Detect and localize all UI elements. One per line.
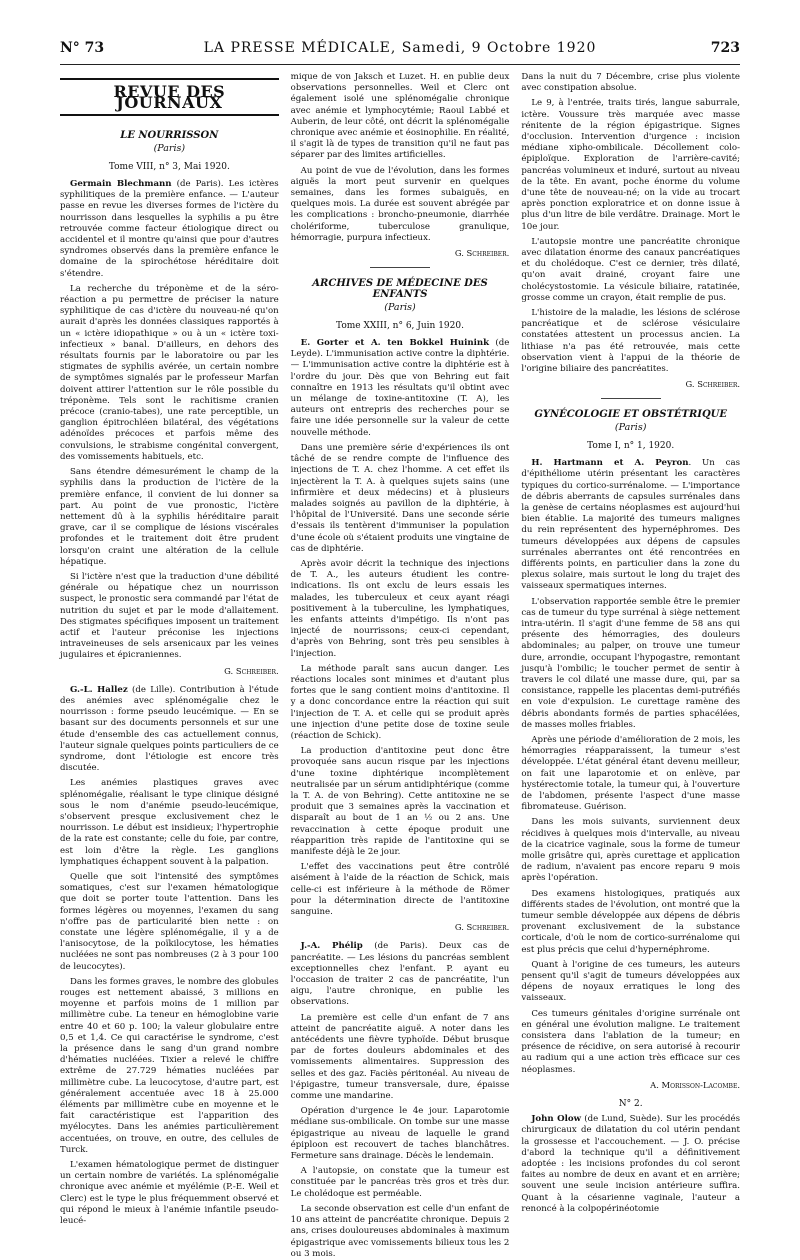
article-lead: John Olow (de Lund, Suède). Sur les procédés chirurgicaux de dilatation du col utérin pendant la grossesse et l'accouchement. — J. O. précise d'abord la technique qu'il a définitivement adoptée : les incisions profondes du col seront faites au nombre de deux en avant et en arrière; souvent une seule incision antérieure suffira. Quant à la césarienne vaginale, l'auteur a renoncé à la colpopérinéotomie: [521, 1114, 741, 1214]
signature: G. Schreiber.: [685, 379, 741, 390]
article-lead: G.-L. Hallez (de Lille). Contribution à l'étude des anémies avec splénomégalie chez le nourrisson : forme pseudo leucémique. — En se basant sur des documents personnels et sur une étude d'ensemble des cas actuellement connus, l'auteur signale quelques points particuliers de ce syndrome, dont l'étiologie est encore très discutée.: [60, 684, 279, 774]
paragraph: Opération d'urgence le 4e jour. Laparotomie médiane sus-ombilicale. On tombe sur une masse épigastrique au niveau de laquelle le grand épiploon est recouvert de taches blanchâtres. Fermeture sans drainage. Décès le lendemain.: [290, 1106, 510, 1162]
paragraph: Au point de vue de l'évolution, dans les formes aiguës la mort peut survenir en quelques semaines, dans les formes subaiguës, en quelques mois. La durée est souvent abrégée par les complications : broncho-pneumonie, diarrhée cholériforme, tuberculose granulique, hémorragie, purpura infectieux.: [290, 165, 510, 243]
page-number: 723: [710, 40, 740, 56]
article-lead: H. Hartmann et A. Peyron. Un cas d'épithéliome utérin présentant les caractères typiques du cortico-surrénalome. — L'importance de débris aberrants de capsules surrénales dans la genèse de certains néoplasmes est aujourd'hui bien établie. La majorité des tumeurs malignes du rein représentent des hypernéphromes. Des tumeurs développées aux dépens de capsules surrénales aberrantes ont été rencontrées en différents points, en particulier dans la zone du plexus solaire, mais surtout le long du trajet des vaisseaux spermatiques internes.: [521, 458, 741, 592]
paragraph: Dans la nuit du 7 Décembre, crise plus violente avec constipation absolue.: [521, 72, 741, 94]
section-title: LE NOURRISSON: [120, 130, 219, 142]
paragraph: A l'autopsie, on constate que la tumeur est constituée par le pancréas très gros et très dur. Le cholédoque est perméable.: [290, 1166, 510, 1199]
article-lead: J.-A. Phélip (de Paris). Deux cas de pancréatite. — Les lésions du pancréas semblent exceptionnelles chez l'enfant. P. ayant eu l'occasion de traiter 2 cas de pancréatite, l'un aigu, l'autre chronique, en publie les observations.: [290, 941, 510, 1008]
issue-line: Tome VIII, n° 3, Mai 1920.: [108, 161, 230, 172]
paragraph: Si l'ictère n'est que la traduction d'une débilité générale ou hépatique chez un nourrisson suspect, le pronostic sera commandé par l'état de nutrition du sujet et par le mode d'allaitement. Des stigmates spécifiques imposent un traitement actif et l'auteur préconise les injections intraveineuses de sels arsenicaux par les veines jugulaires et épicraniennes.: [60, 571, 279, 661]
paragraph: Des examens histologiques, pratiqués aux différents stades de l'évolution, ont montré que la tumeur semble développée aux dépens de débris provenant exclusivement de la substance corticale, d'où le nom de cortico-surrénalome qui est plus précis que celui d'hypernéphrome.: [521, 888, 741, 955]
issue-number: N° 73: [60, 40, 105, 56]
paragraph: La méthode paraît sans aucun danger. Les réactions locales sont minimes et d'autant plus fortes que le sang contient moins d'antitoxine. Il y a donc concordance entre la réaction qui suit l'injection de T. A. et celle qui se produit après une injection d'une petite dose de toxine seule (réaction de Schick).: [290, 663, 510, 741]
paragraph: L'observation rapportée semble être le premier cas de tumeur du type surrénal à siège nettement intra-utérin. Il s'agit d'une femme de 58 ans qui présente des hémorragies, des douleurs abdominales; au palper, on trouve une tumeur dure, arrondie, occupant l'hypogastre, remontant jusqu'à l'ombilic; le toucher permet de sentir à travers le col dilaté une masse dure, qui, par sa consistance, rappelle les placentas demi-putréfiés en voie d'expulsion. Le curettage ramène des débris abondants formés de parties sphacélées, de masses molles friables.: [521, 596, 741, 730]
article-lead: E. Gorter et A. ten Bokkel Huinink (de Leyde). L'immunisation active contre la diphtérie. — L'immunisation active contre la diphtérie est à l'ordre du jour. Dès que von Behring eut fait connaître en 1913 les résultats qu'il obtint avec un mélange de toxine-antitoxine (T. A), les auteurs ont entrepris des recherches pour se faire une idée personnelle sur la valeur de cette nouvelle méthode.: [290, 338, 510, 438]
paragraph: Dans les formes graves, le nombre des globules rouges est nettement abaissé, 3 millions en moyenne et parfois moins de 1 million par millimètre cube. La teneur en hémoglobine varie entre 40 et 60 p. 100; la valeur globulaire entre 0,5 et 1,4. Ce qui caractérise le syndrome, c'est la présence dans le sang d'un grand nombre d'hématies nucléées. Tixier a relevé le chiffre extrême de 27.729 hématies nucléées par millimètre cube. La leucocytose, d'autre part, est généralement accentuée avec 18 à 25.000 éléments par millimètre cube en moyenne et le fait caractéristique est l'apparition des myélocytes. Dans les anémies particulièrement accentuées, on trouve, en outre, des cellules de Turck.: [60, 976, 279, 1155]
article-author: J.-A. Phélip: [300, 941, 363, 952]
divider: [370, 267, 430, 268]
paragraph: Dans les mois suivants, surviennent deux récidives à quelques mois d'intervalle, au niveau de la cicatrice vaginale, sous la forme de tumeur molle grisâtre qui, après curettage et application de radium, n'avaient pas encore reparu 9 mois après l'opération.: [521, 817, 741, 884]
article-lead: Germain Blechmann (de Paris). Les ictères syphilitiques de la première enfance. — L'auteur passe en revue les diverses formes de l'ictère du nourrisson dans lesquelles la syphilis a pu être retrouvée comme facteur étiologique direct ou accidentel et il montre qu'ainsi que pour d'autres syndromes observés dans la première enfance le domaine de la spirochétose héréditaire doit s'étendre.: [60, 179, 279, 279]
section-title: GYNÉCOLOGIE ET OBSTÉTRIQUE: [534, 409, 727, 421]
paragraph: Quant à l'origine de ces tumeurs, les auteurs pensent qu'il s'agit de tumeurs développées aux dépens de noyaux erratiques le long des vaisseaux.: [521, 959, 741, 1004]
signature: G. Schreiber.: [454, 248, 510, 259]
section-city: (Paris): [384, 301, 416, 313]
journal-title: REVUE DES JOURNAUX: [60, 78, 279, 116]
paragraph: Le 9, à l'entrée, traits tirés, langue saburrale, ictère. Voussure très marquée avec masse rénitente de la région épigastrique. Signes d'occlusion. Intervention d'urgence : incision médiane xipho-ombilicale. Décollement colo-épiploïque. Exploration de l'arrière-cavité; pancréas volumineux et induré, surtout au niveau de la tête. En avant, poche énorme du volume d'une tête de nouveau-né; on la vide au trocart après ponction exploratrice et on donne issue à plus d'un litre de bile verdâtre. Drainage. Mort le 10e jour.: [521, 98, 741, 232]
section-city: (Paris): [153, 142, 186, 154]
article-author: Germain Blechmann: [70, 179, 172, 190]
article-author: E. Gorter et A. ten Bokkel Huinink: [300, 338, 490, 349]
signature: G. Schreiber.: [224, 665, 279, 676]
issue-number-sub: N° 2.: [618, 1099, 643, 1110]
paragraph: Les anémies plastiques graves avec splénomégalie, réalisant le type clinique désigné sous le nom d'anémie pseudo-leucémique, s'observent presque exclusivement chez le nourrisson. Le début est insidieux; l'hypertrophie de la rate est constante; celle du foie, par contre, est loin d'être la règle. Les ganglions lymphatiques échappent souvent à la palpation.: [60, 778, 279, 867]
paragraph: mique de von Jaksch et Luzet. H. en publie deux observations personnelles. Weil et Clerc ont également isolé une splénomégalie chronique avec anémie et lymphocytémie; Raoul Labbé et Auberin, de leur côté, ont décrit la splénomégalie chronique avec anémie et éosinophilie. En réalité, il s'agit là de types de transition qu'il ne faut pas séparer par des limites artificielles.: [290, 72, 510, 161]
paragraph: Après une période d'amélioration de 2 mois, les hémorragies réapparaissent, la tumeur s'est développée. L'état général étant devenu meilleur, on fait une laparotomie et on enlève, par hystérectomie totale, la tumeur qui, à l'ouverture de l'abdomen, présente l'aspect d'une masse fibromateuse. Guérison.: [521, 734, 741, 813]
header-rule: [60, 64, 740, 65]
column-2: [290, 72, 510, 1259]
divider: [601, 398, 661, 399]
paragraph: Ces tumeurs génitales d'origine surrénale ont en général une évolution maligne. Le traitement consistera dans l'ablation de la tumeur; en présence de récidive, on sera autorisé à recourir au radium qui a une action très efficace sur ces néoplasmes.: [521, 1008, 741, 1075]
signature: A. Morisson-Lacombe.: [650, 1079, 741, 1090]
paragraph: La recherche du tréponème et de la séro-réaction a pu permettre de préciser la nature syphilitique de cas d'ictère du nouveau-né qu'on aurait d'après les données classiques rapportés à un « ictère idiopathique » ou à un « ictère toxi-infectieux » banal. D'ailleurs, en dehors des résultats fournis par le laboratoire ou par les stigmates de syphilis avérée, un certain nombre de symptômes signalés par le professeur Marfan doivent attirer l'attention sur le rôle possible du tréponème. Tels sont le rachitisme cranien précoce (cranio-tabes), une rate perceptible, un ganglion épitrochléen bilatéral, des végétations adénoïdes précoces et parfois même des convulsions, le strabisme congénital convergent, des vomissements habituels, etc.: [60, 283, 279, 462]
paragraph: Après avoir décrit la technique des injections de T. A., les auteurs étudient les contre-indications. Ils ont exclu de leurs essais les malades, les tuberculeux et ceux ayant réagi positivement à la tuberculine, les lymphatiques, les enfants atteints d'impétigo. Ils n'ont pas injecté de nourrissons; ceux-ci cependant, d'après von Behring, sont très peu sensibles à l'injection.: [290, 558, 510, 659]
article-columns: [60, 72, 741, 1259]
paragraph: Quelle que soit l'intensité des symptômes somatiques, c'est sur l'examen hématologique que doit se porter toute l'attention. Dans les formes légères ou moyennes, l'examen du sang n'offre pas de particularité bien nette : on constate une légère splénomégalie, il y a de l'anisocytose, de la poïkilocytose, les hématies nucléées ne sont pas nombreuses (2 à 3 pour 100 de leucocytes).: [60, 872, 279, 972]
paragraph: L'autopsie montre une pancréatite chronique avec dilatation énorme des canaux pancréatiques et du cholédoque. C'est ce dernier, très dilaté, qu'on avait drainé, croyant faire une cholécystostomie. La vésicule biliaire, ratatinée, grosse comme un crayon, était remplie de pus.: [521, 236, 741, 303]
page-header: [60, 40, 740, 64]
section-city: (Paris): [614, 421, 647, 433]
paragraph: La production d'antitoxine peut donc être provoquée sans aucun risque par les injections d'une toxine diphtérique incomplètement neutralisée par un sérum antidiphtérique (comme la T. A. de von Behring). Cette antitoxine ne se produit que 3 semaines après la vaccination et disparaît au bout de 1 an ½ ou 2 ans. Une revaccination à cette époque produit une réapparition très rapide de l'antitoxine qui se manifeste déjà le 2e jour.: [290, 746, 510, 857]
paragraph: L'examen hématologique permet de distinguer un certain nombre de variétés. La splénomégalie chronique avec anémie et myélémie (P.-E. Weil et Clerc) est le type le plus fréquemment observé et qui répond le mieux à l'anémie infantile pseudo-leucé-: [60, 1160, 279, 1227]
issue-line: Tome XXIII, n° 6, Juin 1920.: [336, 320, 464, 331]
paragraph: Sans étendre démesurément le champ de la syphilis dans la production de l'ictère de la première enfance, il convient de lui donner sa part. Au point de vue pronostic, l'ictère nettement dû à la syphilis héréditaire parait grave, car il se complique de lésions viscérales profondes et le traitement doit être prudent lorsqu'on craint une altération de la cellule hépatique.: [60, 467, 279, 567]
column-3: [521, 72, 741, 1214]
issue-line: Tome I, n° 1, 1920.: [587, 440, 675, 451]
article-author: G.-L. Hallez: [70, 684, 128, 695]
running-title: LA PRESSE MÉDICALE, Samedi, 9 Octobre 1920: [203, 40, 597, 56]
signature: G. Schreiber.: [454, 922, 510, 933]
paragraph: La seconde observation est celle d'un enfant de 10 ans atteint de pancréatite chronique. Depuis 2 ans, crises douloureuses abdominales à maximum épigastrique avec vomissements bilieux tous les 2 ou 3 mois.: [290, 1203, 510, 1259]
article-author: H. Hartmann et A. Peyron: [531, 458, 689, 469]
article-author: John Olow: [531, 1114, 582, 1125]
column-1: [60, 72, 279, 1227]
paragraph: L'effet des vaccinations peut être contrôlé aisément à l'aide de la réaction de Schick, mais celle-ci est inférieure à la méthode de Römer pour la détermination directe de l'antitoxine sanguine.: [290, 862, 510, 918]
paragraph: L'histoire de la maladie, les lésions de sclérose pancréatique et de sclérose vésiculaire constatées attestent un processus ancien. La lithiase n'a pas été retrouvée, mais cette observation vient à l'appui de la théorie de l'origine biliaire des pancréatites.: [521, 308, 741, 375]
paragraph: Dans une première série d'expériences ils ont tâché de se rendre compte de l'influence des injections de T. A. chez l'homme. A cet effet ils injectèrent la T. A. à quelques sujets sains (une infirmière et deux médecins) et à plusieurs malades soignés au pavillon de la diphtérie, à l'hôpital de l'Université. Dans une seconde série d'essais ils tentèrent d'immuniser la population d'une école où s'étaient produits une vingtaine de cas de diphtérie.: [290, 442, 510, 554]
paragraph: La première est celle d'un enfant de 7 ans atteint de pancréatite aiguë. A noter dans les antécédents une fièvre typhoïde. Début brusque par de fortes douleurs abdominales et des vomissements alimentaires. Suppression des selles et des gaz. Faciès péritonéal. Au niveau de l'épigastre, tumeur transversale, dure, épaisse comme une mandarine.: [290, 1012, 510, 1102]
section-title: ARCHIVES DE MÉDECINE DES ENFANTS: [312, 278, 488, 301]
